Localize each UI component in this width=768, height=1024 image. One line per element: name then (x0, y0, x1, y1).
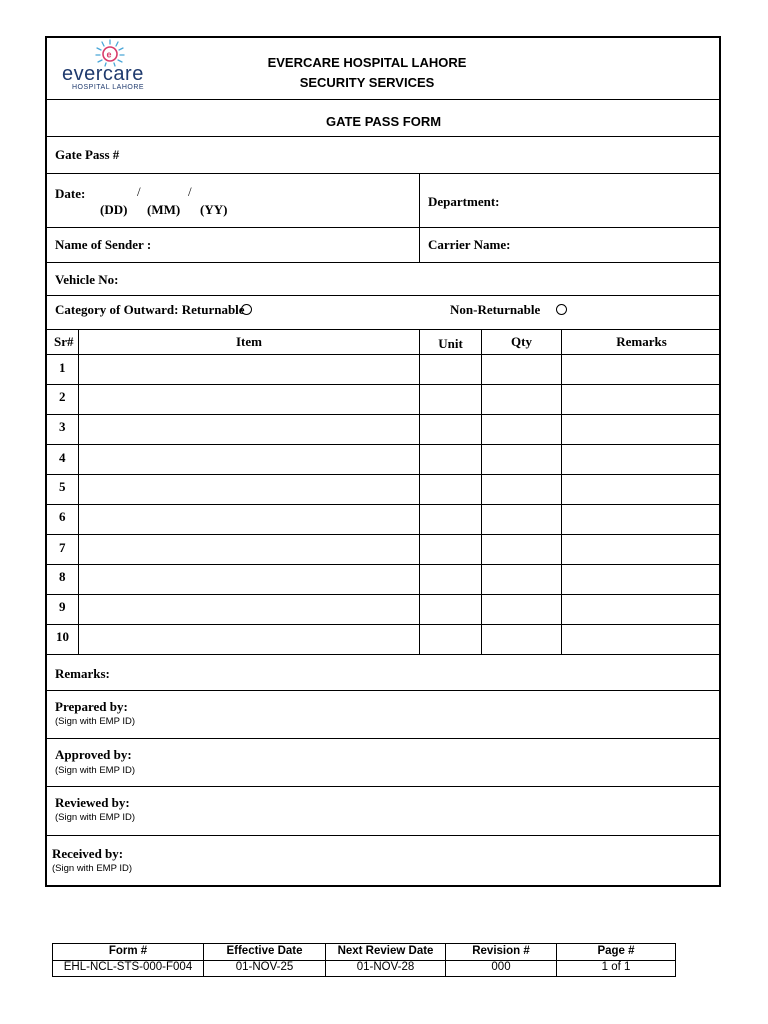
department-label: Department: (428, 194, 500, 209)
divider (46, 99, 721, 100)
date-label: Date: (55, 186, 86, 201)
footer-effective-date: 01-NOV-25 (235, 961, 294, 973)
logo-wordmark: evercare (62, 63, 144, 85)
table-row: 6 (59, 509, 66, 524)
form-title: GATE PASS FORM (325, 114, 442, 129)
divider (46, 474, 721, 475)
divider (46, 384, 721, 385)
divider (46, 262, 721, 263)
table-column-line (419, 329, 420, 654)
table-row: 9 (59, 599, 66, 614)
vehicle-label: Vehicle No: (55, 272, 119, 287)
divider (46, 690, 721, 691)
evercare-logo (60, 38, 160, 94)
table-column-line (481, 329, 482, 654)
logo-subtitle: HOSPITAL LAHORE (72, 84, 145, 91)
divider (46, 136, 721, 137)
table-row: 4 (59, 450, 66, 465)
divider (46, 835, 721, 836)
column-header-sr: Sr# (54, 334, 74, 349)
prepared-by-note: (Sign with EMP ID) (55, 716, 136, 727)
divider (46, 534, 721, 535)
footer-revision: 000 (491, 961, 511, 973)
remarks-label: Remarks: (55, 666, 110, 681)
table-column-line (561, 329, 562, 654)
divider (46, 654, 721, 655)
footer-header-form: Form # (108, 945, 148, 957)
table-row: 2 (59, 389, 66, 404)
divider (46, 329, 721, 330)
received-by-label: Received by: (52, 846, 124, 861)
returnable-radio[interactable] (241, 304, 252, 315)
date-separator: / (188, 184, 192, 199)
document-control-table (52, 943, 676, 977)
divider (46, 173, 721, 174)
footer-header-next-review: Next Review Date (337, 945, 434, 957)
column-header-qty: Qty (511, 334, 532, 349)
divider (46, 738, 721, 739)
footer-form-number: EHL-NCL-STS-000-F004 (63, 961, 193, 973)
services-title: SECURITY SERVICES (299, 75, 435, 90)
footer-header-page: Page # (597, 945, 635, 957)
table-row: 7 (59, 540, 66, 555)
hospital-title: EVERCARE HOSPITAL LAHORE (267, 55, 467, 70)
column-header-unit: Unit (438, 336, 463, 351)
table-row: 1 (59, 360, 66, 375)
approved-by-label: Approved by: (55, 747, 132, 762)
gate-pass-form (45, 36, 721, 887)
column-header-item: Item (236, 334, 262, 349)
received-by-note: (Sign with EMP ID) (52, 863, 133, 874)
divider (46, 504, 721, 505)
svg-text:e: e (106, 49, 112, 60)
non-returnable-label: Non-Returnable (450, 302, 541, 317)
divider (46, 594, 721, 595)
reviewed-by-label: Reviewed by: (55, 795, 130, 810)
date-dd-label: (DD) (100, 202, 128, 217)
prepared-by-label: Prepared by: (55, 699, 128, 714)
divider (419, 173, 420, 262)
sender-label: Name of Sender : (55, 237, 152, 252)
date-yy-label: (YY) (200, 202, 228, 217)
date-mm-label: (MM) (147, 202, 181, 217)
divider (46, 564, 721, 565)
table-column-line (78, 329, 79, 654)
divider (46, 414, 721, 415)
footer-header-revision: Revision # (472, 945, 530, 957)
divider (46, 444, 721, 445)
divider (46, 786, 721, 787)
divider (46, 227, 721, 228)
divider (46, 624, 721, 625)
divider (46, 354, 721, 355)
date-separator: / (137, 184, 141, 199)
approved-by-note: (Sign with EMP ID) (55, 765, 136, 776)
table-row: 8 (59, 569, 66, 584)
column-header-remarks: Remarks (616, 334, 667, 349)
footer-header-effective-date: Effective Date (226, 945, 303, 957)
carrier-label: Carrier Name: (428, 237, 511, 252)
reviewed-by-note: (Sign with EMP ID) (55, 812, 136, 823)
divider (46, 295, 721, 296)
footer-page: 1 of 1 (601, 961, 631, 973)
table-row: 5 (59, 479, 66, 494)
table-row: 3 (59, 419, 66, 434)
table-row: 10 (56, 629, 69, 644)
footer-next-review-date: 01-NOV-28 (356, 961, 415, 973)
gate-pass-label: Gate Pass # (55, 147, 120, 162)
category-label: Category of Outward: Returnable (55, 302, 245, 317)
non-returnable-radio[interactable] (556, 304, 567, 315)
